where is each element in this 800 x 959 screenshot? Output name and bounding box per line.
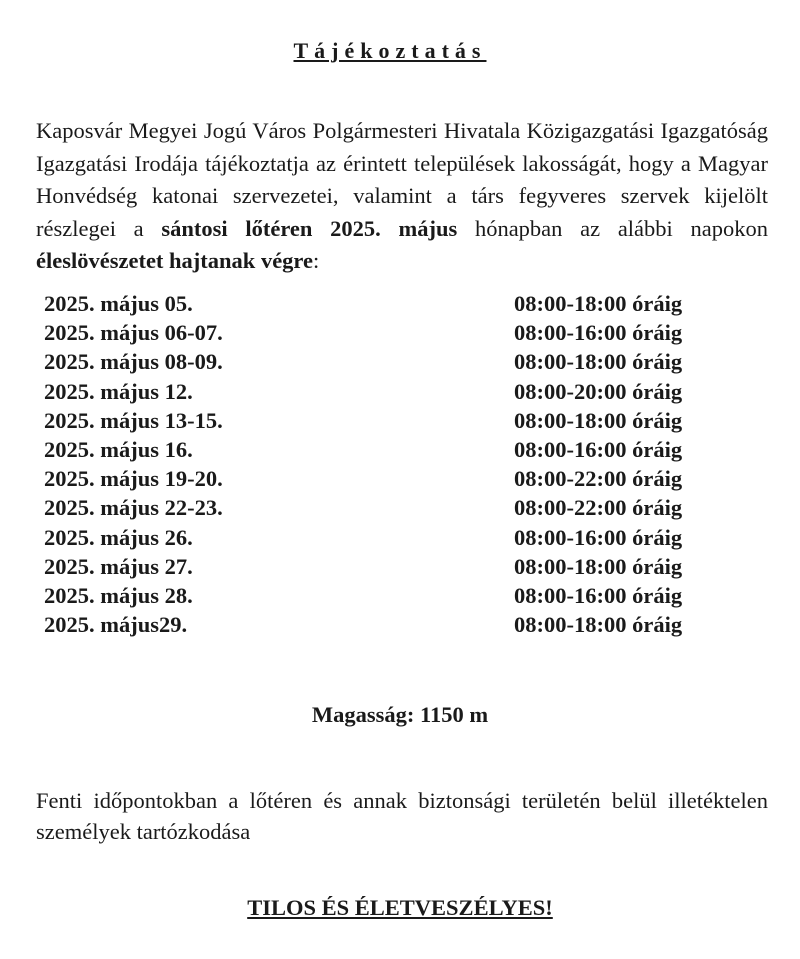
- schedule-date: 2025. május29.: [44, 612, 188, 638]
- schedule-time: 08:00-18:00 óráig: [514, 349, 683, 375]
- schedule-time: 08:00-22:00 óráig: [514, 466, 683, 492]
- schedule-date: 2025. május 13-15.: [44, 407, 223, 433]
- schedule-date: 2025. május 19-20.: [44, 466, 223, 492]
- altitude-text: Magasság: 1150 m: [311, 702, 489, 727]
- schedule-time: 08:00-16:00 óráig: [514, 524, 683, 550]
- schedule-row: [44, 464, 724, 493]
- schedule-row: [44, 289, 724, 318]
- schedule-row: [44, 406, 724, 435]
- schedule-date: 2025. május 27.: [44, 553, 193, 579]
- schedule-time: 08:00-18:00 óráig: [514, 553, 683, 579]
- schedule-time: 08:00-18:00 óráig: [514, 612, 683, 638]
- schedule-row: [44, 523, 724, 552]
- schedule-date: 2025. május 26.: [44, 524, 193, 550]
- intro-text-1: Kaposvár Megyei Jogú Város Polgármesteri Hivatala Közigazgatási Igazgatóság Igazgatási Irodája tájékoztatja az érintett települések lakosságát, hogy a Magyar Honvédség katonai szervezetei, valamint a társ fegyveres szervek kijelölt részlegei a: [36, 118, 768, 241]
- schedule-time: 08:00-22:00 óráig: [514, 495, 683, 521]
- schedule-date: 2025. május 16.: [44, 436, 193, 462]
- schedule-time: 08:00-16:00 óráig: [514, 582, 683, 608]
- schedule-date: 2025. május 06-07.: [44, 320, 223, 346]
- schedule-row: [44, 377, 724, 406]
- schedule-row: [44, 435, 724, 464]
- schedule-row: [44, 493, 724, 522]
- intro-bold-location: sántosi lőtéren 2025. május: [161, 215, 458, 241]
- intro-paragraph: [36, 115, 768, 278]
- schedule-row: [44, 581, 724, 610]
- schedule-time: 08:00-16:00 óráig: [514, 320, 683, 346]
- warning-text: TILOS ÉS ÉLETVESZÉLYES!: [247, 895, 553, 920]
- schedule-time: 08:00-18:00 óráig: [514, 407, 683, 433]
- intro-text-3: :: [313, 248, 320, 273]
- schedule-date: 2025. május 28.: [44, 582, 193, 608]
- schedule-time: 08:00-16:00 óráig: [514, 436, 683, 462]
- schedule-time: 08:00-18:00 óráig: [514, 291, 683, 316]
- intro-text-2: hónapban az alábbi napokon: [457, 215, 768, 241]
- schedule-row: [44, 318, 724, 347]
- schedule-row: [44, 610, 724, 639]
- schedule-time: 08:00-20:00 óráig: [514, 378, 683, 404]
- schedule-row: [44, 347, 724, 376]
- schedule-row: [44, 552, 724, 581]
- schedule-date: 2025. május 22-23.: [44, 495, 223, 521]
- schedule-date: 2025. május 12.: [44, 378, 193, 404]
- intro-bold-action: éleslövészetet hajtanak végre: [36, 248, 313, 273]
- notice-paragraph: Fenti időpontokban a lőtéren és annak biztonsági területén belül illetéktelen személyek tartózkodása: [36, 788, 768, 844]
- schedule-date: 2025. május 08-09.: [44, 349, 223, 375]
- schedule-date: 2025. május 05.: [44, 291, 193, 316]
- document-title: Tájékoztatás: [293, 38, 487, 63]
- schedule-list: [44, 289, 724, 639]
